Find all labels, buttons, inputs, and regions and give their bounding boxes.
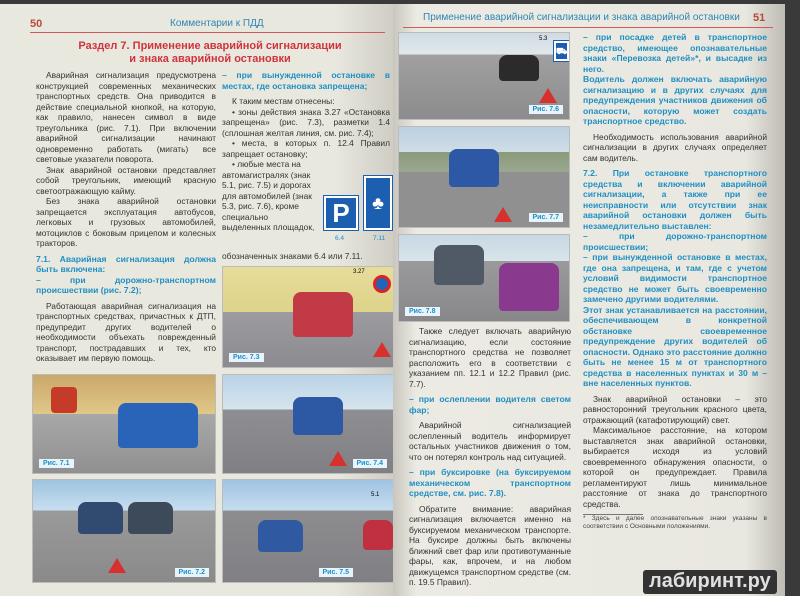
figure-7-6 <box>398 32 570 120</box>
section-title-line1: Раздел 7. Применение аварийной сигнализации <box>78 40 342 52</box>
heading-children: – при посадке детей в транспортное средство, имеющее опознавательные знаки «Перевозка детей»*, и высадке из него. <box>583 32 767 74</box>
paragraph: Обратите внимание: аварийная сигнализация включается именно на буксируемом механическом транспорте. На буксире должны быть включены ближний свет фар или противотуманные фары, как, впрочем, и на любом движущемся транспортном средстве (см. п. 19.5 Правил). <box>409 503 571 587</box>
car <box>363 520 393 550</box>
paragraph: Аварийная сигнализация предусмотрена конструкцией современных механических транспортных средств. Она приводится в действие специальной кнопкой, на которую, как правило, нанесен символ в виде треугольника (рис. 7.1). При включении аварийной сигнализации начинают одновременно работать (мигать) все световые указатели поворота. <box>36 70 216 164</box>
figure-caption: Рис. 7.2 <box>175 568 210 577</box>
paragraph: Аварийной сигнализацией ослепленный водитель информирует остальных участников движения о том, что он потерял контроль над ситуацией. <box>409 420 571 462</box>
running-header: Комментарии к ПДД <box>170 18 264 29</box>
header-rule <box>403 27 773 28</box>
figure-7-7 <box>398 126 570 228</box>
rest-area-sign-7-11: ♣ <box>364 176 392 230</box>
section-title <box>60 40 360 66</box>
header-rule <box>30 32 385 33</box>
driver-obligation: Водитель должен включать аварийную сигнализацию и в других случаях для предупреждения участников движения об опасности, которую может создать транспортное средство. <box>583 74 767 126</box>
hazard-button-icon <box>51 387 77 413</box>
footnote: * Здесь и далее опознавательные знаки указаны в соответствии с Основными положениями. <box>583 515 767 530</box>
watermark-text: лабиринт.ру <box>649 570 771 592</box>
car <box>499 55 539 81</box>
paragraph: Знак аварийной остановки представляет собой треугольник, имеющий красную светоотражающую кайму. <box>36 164 216 196</box>
parking-sign-6-4: P <box>324 196 358 230</box>
heading-7-2-item: – при дорожно-транспортном происшествии; <box>583 231 767 252</box>
paragraph: Необходимость использования аварийной сигнализации в других случаях определяет сам водитель. <box>583 131 767 163</box>
figure-caption: Рис. 7.1 <box>39 459 74 468</box>
heading-7-2: 7.2. При остановке транспортного средства и включении аварийной сигнализации, а также при ее неисправности или отсутствии знак аварийной остановки должен быть незамедлительно выставлен: <box>583 168 767 231</box>
running-header: Применение аварийной сигнализации и знака аварийной остановки <box>423 12 740 23</box>
warning-triangle-icon <box>539 88 557 103</box>
figure-7-3 <box>222 266 394 368</box>
car <box>293 397 343 435</box>
page-number: 50 <box>30 18 43 30</box>
warning-triangle-icon <box>329 451 347 466</box>
paragraph: Также следует включать аварийную сигнализацию, если состояние транспортного средства не позволяет расположить его в соответствии с указанием пп. 12.1 и 12.2 Правил (рис. 7.7). <box>409 326 571 389</box>
warning-triangle-icon <box>373 342 391 357</box>
figure-caption: Рис. 7.8 <box>405 307 440 316</box>
motorway-sign-icon: ⛟ <box>554 41 569 61</box>
heading-blinding: – при ослеплении водителя светом фар; <box>409 394 571 415</box>
warning-triangle-icon <box>494 207 512 222</box>
car <box>128 502 173 534</box>
figure-7-5 <box>222 479 394 583</box>
car <box>78 502 123 534</box>
sign-label: 5.3 <box>539 36 548 42</box>
paragraph: Работающая аварийная сигнализация на транспортных средствах, причастных к ДТП, предупредит других водителей о необходимости объехать поврежденный транспорт, пострадавших и тех, кто оказывает им первую помощь. <box>36 300 216 363</box>
bullet: • зоны действия знака 3.27 «Остановка запрещена» (рис. 7.3), разметки 1.4 (сплошная желтая линия, см. рис. 7.4); <box>222 106 390 138</box>
right-page <box>393 4 785 596</box>
sign-label: 5.1 <box>371 492 380 498</box>
heading-forced-stop: – при вынужденной остановке в местах, где остановка запрещена; <box>222 70 390 91</box>
figure-caption: Рис. 7.7 <box>529 213 564 222</box>
paragraph: Без знака аварийной остановки запрещается эксплуатация автобусов, легковых и грузовых автомобилей, мотоциклов с боковым прицепом и колесных тракторов. <box>36 196 216 248</box>
figure-7-4 <box>222 374 394 474</box>
page-number: 51 <box>753 12 766 24</box>
bullet: • любые места на автомагистралях (знак 5.1, рис. 7.5) и дорогах для автомобилей (знак 5.3, рис. 7.6), кроме специально выделенных площадок, <box>222 159 315 232</box>
warning-triangle-icon <box>108 558 126 573</box>
car <box>434 245 484 285</box>
watermark-logo <box>643 570 777 594</box>
figure-caption: Рис. 7.4 <box>353 459 388 468</box>
left-page <box>0 4 393 596</box>
figure-7-1 <box>32 374 216 474</box>
distance-rule: Этот знак устанавливается на расстоянии, обеспечивающем в конкретной обстановке своевременное предупреждение других водителей об опасности. Однако это расстояние должно быть не менее 15 м от транспортного средства в населенных пунктах и 30 м – вне населенных пунктов. <box>583 304 767 388</box>
figure-caption: Рис. 7.6 <box>529 105 564 114</box>
heading-7-1: 7.1. Аварийная сигнализация должна быть включена: <box>36 253 216 274</box>
sign-label: 7.11 <box>373 235 386 242</box>
no-stopping-sign-icon <box>373 275 391 293</box>
sign-label: 6.4 <box>335 235 345 242</box>
car <box>258 520 303 552</box>
right-column <box>583 32 767 531</box>
heading-towing: – при буксировке (на буксируемом механическом транспортном средстве, см. рис. 7.8). <box>409 467 571 498</box>
section-title-line2: и знака аварийной остановки <box>129 53 291 65</box>
bullet: • места, в которых п. 12.4 Правил запрещает остановку; <box>222 138 390 159</box>
car <box>118 403 198 448</box>
paragraph: Максимальное расстояние, на котором выставляется знак аварийной остановки, выбирается исходя из условий своевременного обнаружения опасности, о которой он предупреждает. Правила регламентируют лишь минимальное расстояние от знака до транспортного средства. <box>583 425 767 509</box>
figure-7-2 <box>32 479 216 583</box>
figure-caption: Рис. 7.5 <box>319 568 354 577</box>
figure-caption: Рис. 7.3 <box>229 353 264 362</box>
paragraph: К таким местам отнесены: <box>232 96 335 106</box>
car <box>293 292 353 337</box>
heading-7-2-item: – при вынужденной остановке в местах, где она запрещена, и там, где с учетом условий видимости транспортное средство не может быть своевременно замечено другими водителями. <box>583 252 767 304</box>
car <box>449 149 499 187</box>
figure-7-8 <box>398 234 570 322</box>
heading-7-1-item: – при дорожно-транспортном происшествии (рис. 7.2); <box>36 274 216 295</box>
paragraph: Знак аварийной остановки – это равносторонний треугольник красного цвета, отражающий (катафотирующий) свет. <box>583 393 767 425</box>
lower-left-column <box>409 326 571 588</box>
bullet-end: обозначенных знаками 6.4 или 7.11. <box>222 251 363 261</box>
car <box>499 263 559 311</box>
sign-label: 3.27 <box>353 269 365 275</box>
left-column <box>36 70 216 364</box>
